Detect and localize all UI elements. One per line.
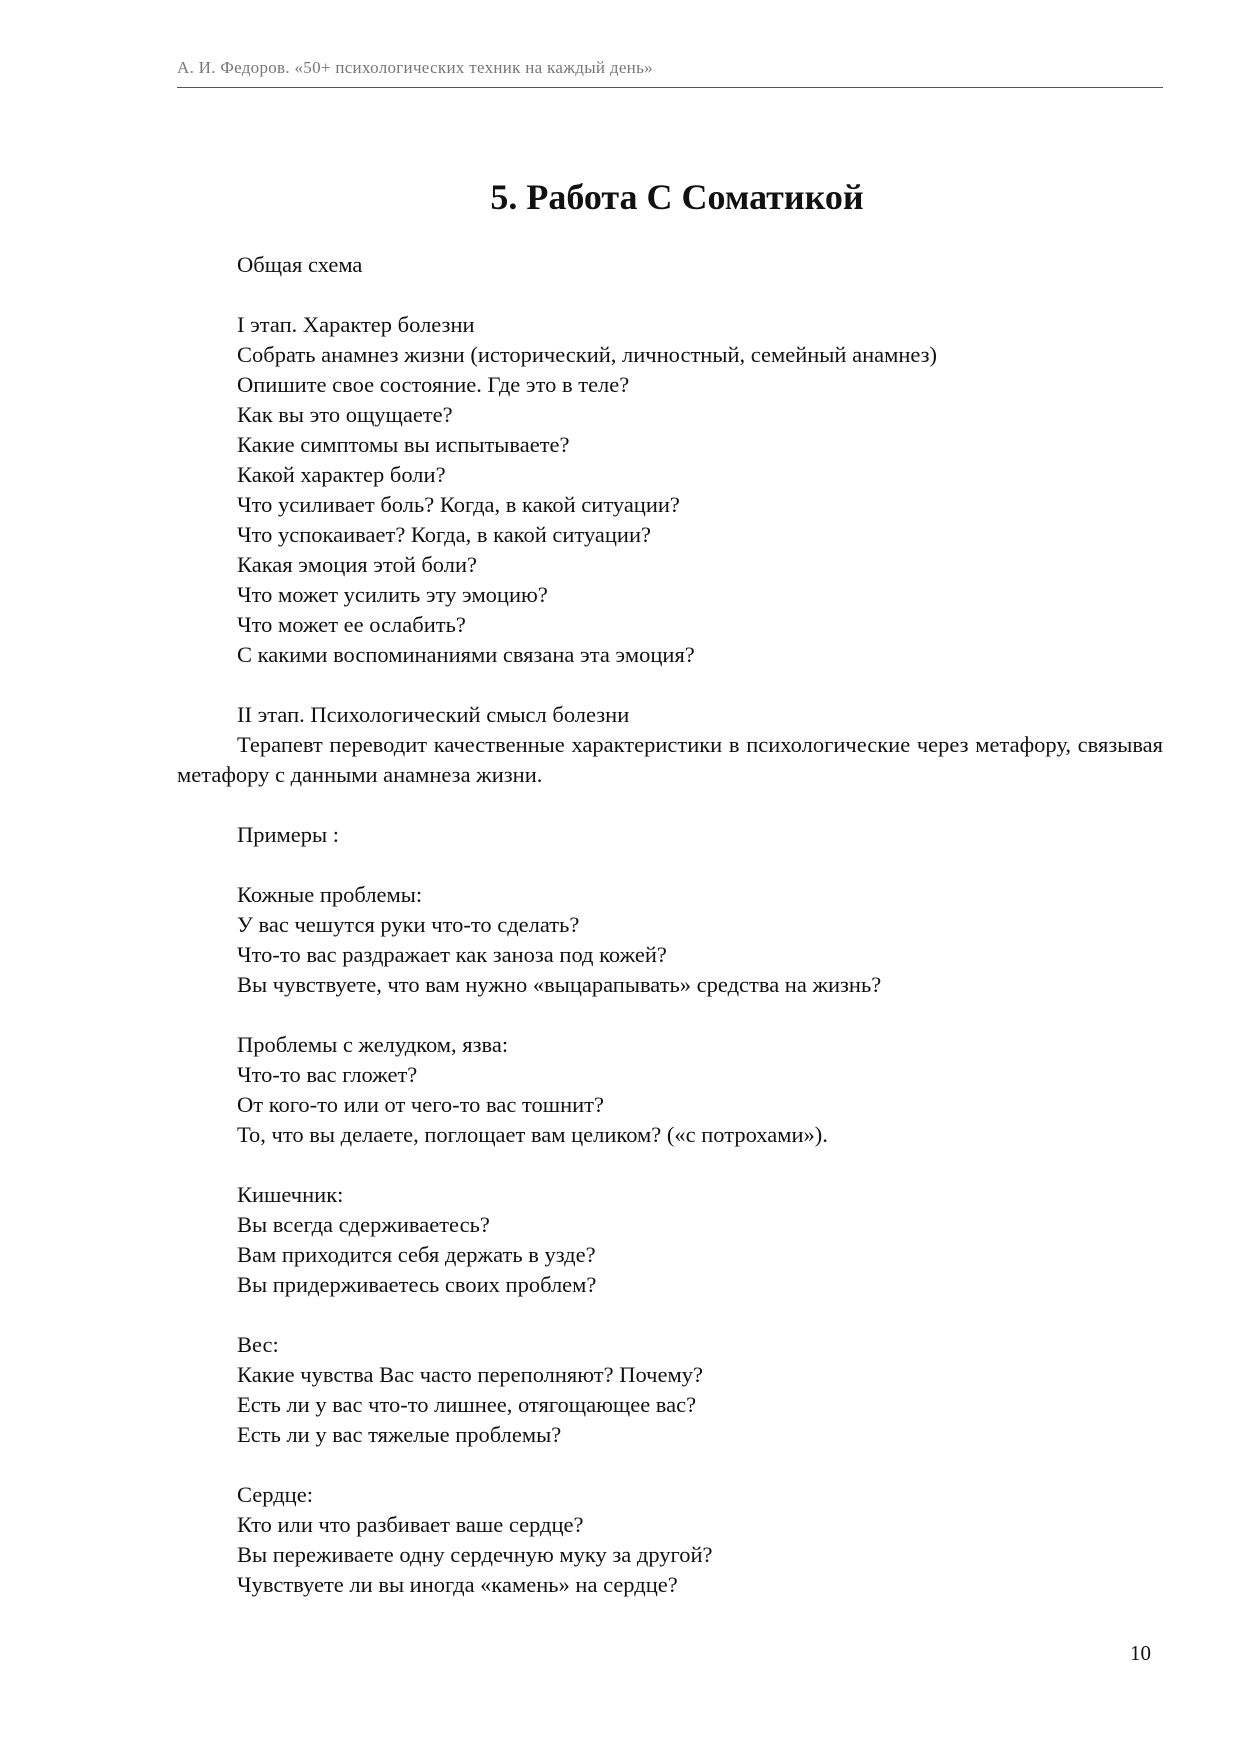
heart-line: Чувствуете ли вы иногда «камень» на сердце? (237, 1572, 678, 1597)
stomach-heading: Проблемы с желудком, язва: (237, 1032, 509, 1057)
scheme-heading: Общая схема (237, 252, 363, 277)
skin-line: У вас чешутся руки что-то сделать? (237, 912, 580, 937)
heart-line: Вы переживаете одну сердечную муку за другой? (237, 1542, 713, 1567)
stage1-line: Что усиливает боль? Когда, в какой ситуации? (237, 492, 680, 517)
stomach-line: То, что вы делаете, поглощает вам целиком? («с потрохами»). (237, 1122, 828, 1147)
stage1-heading: I этап. Характер болезни (237, 312, 475, 337)
stomach-line: От кого-то или от чего-то вас тошнит? (237, 1092, 604, 1117)
stage1-line: Какой характер боли? (237, 462, 446, 487)
stage2-heading: II этап. Психологический смысл болезни (237, 702, 630, 727)
header-divider (177, 87, 1163, 88)
page-content (177, 250, 1163, 1600)
skin-heading: Кожные проблемы: (237, 882, 423, 907)
stage1-line: Как вы это ощущаете? (237, 402, 453, 427)
intestine-line: Вы придерживаетесь своих проблем? (237, 1272, 597, 1297)
page-title: 5. Работа С Соматикой (490, 177, 864, 217)
weight-heading: Вес: (237, 1332, 279, 1357)
intestine-line: Вы всегда сдерживаетесь? (237, 1212, 490, 1237)
intestine-heading: Кишечник: (237, 1182, 344, 1207)
stage1-line: С какими воспоминаниями связана эта эмоция? (237, 642, 695, 667)
examples-label: Примеры : (237, 822, 340, 847)
weight-line: Какие чувства Вас часто переполняют? Почему? (237, 1362, 703, 1387)
stomach-line: Что-то вас гложет? (237, 1062, 418, 1087)
stage1-line: Какая эмоция этой боли? (237, 552, 478, 577)
intestine-line: Вам приходится себя держать в узде? (237, 1242, 596, 1267)
heart-line: Кто или что разбивает ваше сердце? (237, 1512, 584, 1537)
weight-line: Есть ли у вас что-то лишнее, отягощающее вас? (237, 1392, 697, 1417)
stage1-line: Какие симптомы вы испытываете? (237, 432, 570, 457)
stage1-line: Что может ее ослабить? (237, 612, 466, 637)
stage2-paragraph: Терапевт переводит качественные характеристики в психологические через метафору, связывая метафору с данными анамнеза жизни. (177, 732, 1163, 787)
skin-line: Что-то вас раздражает как заноза под кожей? (237, 942, 667, 967)
page-number: 10 (1130, 1641, 1151, 1665)
stage1-line: Собрать анамнез жизни (исторический, личностный, семейный анамнез) (237, 342, 938, 367)
skin-line: Вы чувствуете, что вам нужно «выцарапывать» средства на жизнь? (237, 972, 882, 997)
stage1-line: Что может усилить эту эмоцию? (237, 582, 548, 607)
stage1-line: Что успокаивает? Когда, в какой ситуации? (237, 522, 651, 547)
stage1-line: Опишите свое состояние. Где это в теле? (237, 372, 630, 397)
weight-line: Есть ли у вас тяжелые проблемы? (237, 1422, 562, 1447)
running-header: А. И. Федоров. «50+ психологических техник на каждый день» (177, 58, 653, 77)
heart-heading: Сердце: (237, 1482, 313, 1507)
